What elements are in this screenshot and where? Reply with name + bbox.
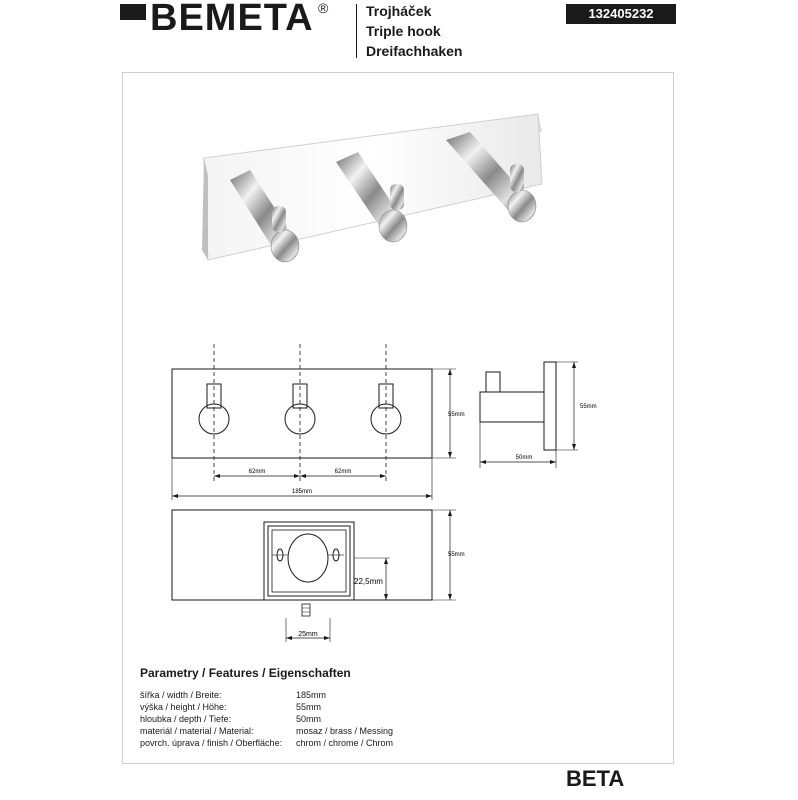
back-view-drawing — [160, 500, 480, 650]
product-name-cz: Trojháček — [366, 3, 432, 19]
param-label-finish: povrch. úprava / finish / Oberfläche: — [140, 738, 283, 748]
series-name: BETA — [566, 766, 625, 791]
dim-front-height: 55mm — [448, 412, 465, 418]
param-value-finish: chrom / chrome / Chrom — [296, 738, 394, 748]
header-divider — [356, 4, 357, 58]
param-value-width: 185mm — [296, 690, 327, 700]
param-value-height: 55mm — [296, 702, 322, 712]
dim-front-width: 185mm — [291, 489, 313, 495]
dim-side-height: 55mm — [580, 404, 597, 410]
product-name-de: Dreifachhaken — [366, 43, 463, 59]
product-photo — [190, 110, 560, 280]
front-view-drawing — [160, 340, 480, 510]
logo-mark — [120, 4, 146, 20]
param-label-material: materiál / material / Material: — [140, 726, 254, 736]
param-label-depth: hloubka / depth / Tiefe: — [140, 714, 232, 724]
side-view-drawing — [472, 350, 612, 470]
dim-mount-width: 25mm — [298, 631, 318, 638]
dim-side-depth: 50mm — [515, 455, 533, 461]
dim-mount-height: 22,5mm — [354, 577, 383, 586]
product-code-badge: 132405232 — [566, 4, 676, 24]
param-label-height: výška / height / Höhe: — [140, 702, 227, 712]
dim-spacing-left: 62mm — [248, 469, 266, 475]
param-value-material: mosaz / brass / Messing — [296, 726, 394, 736]
brand-logo: BEMETA — [150, 0, 314, 39]
param-value-depth: 50mm — [296, 714, 322, 724]
param-label-width: šířka / width / Breite: — [140, 690, 222, 700]
params-title: Parametry / Features / Eigenschaften — [140, 666, 351, 680]
registered-mark: ® — [318, 0, 329, 16]
product-name-en: Triple hook — [366, 23, 441, 39]
dim-back-height: 55mm — [448, 552, 465, 558]
dim-spacing-right: 62mm — [334, 469, 352, 475]
